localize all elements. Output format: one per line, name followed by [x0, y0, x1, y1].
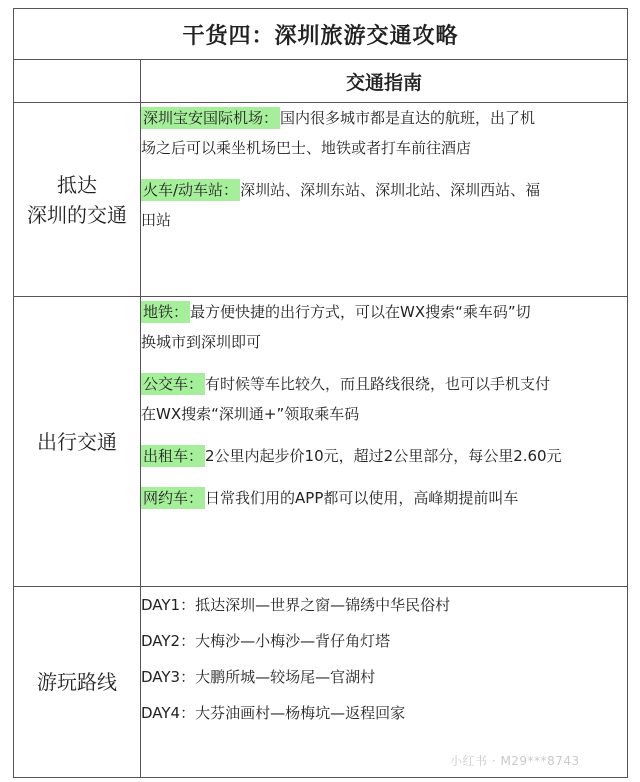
- transport-guide-table: [13, 8, 628, 778]
- column-header: 交通指南: [141, 60, 628, 103]
- info-item: [141, 483, 627, 513]
- section-label-line: 出行交通: [37, 429, 117, 454]
- section-label-line: 抵达: [57, 172, 97, 197]
- info-item: [141, 369, 627, 429]
- info-text: 在WX搜索“深圳通+”领取乘车码: [141, 405, 360, 423]
- info-item: [141, 103, 627, 163]
- info-item: [141, 175, 627, 235]
- info-text: 换城市到深圳即可: [141, 333, 262, 351]
- highlight-tag: 公交车：: [143, 375, 204, 393]
- info-item: [141, 441, 627, 471]
- highlight-tag: 深圳宝安国际机场：: [143, 109, 279, 127]
- info-text: 场之后可以乘坐机场巴士、地铁或者打车前往酒店: [141, 139, 472, 157]
- info-text: 有时候等车比较久，而且路线很绕，也可以手机支付: [205, 375, 551, 393]
- info-text: 国内很多城市都是直达的航班，出了机: [280, 109, 536, 127]
- highlight-tag: 网约车：: [143, 489, 204, 507]
- page-title: 干货四：深圳旅游交通攻略: [14, 9, 628, 60]
- section-label-itinerary: [14, 587, 141, 778]
- info-item: [141, 297, 627, 357]
- info-text: 2公里内起步价10元，超过2公里部分，每公里2.60元: [205, 447, 562, 465]
- info-text: 深圳站、深圳东站、深圳北站、深圳西站、福: [240, 181, 541, 199]
- info-text: 田站: [141, 211, 172, 229]
- itinerary-day: DAY1：抵达深圳—世界之窗—锦绣中华民俗村: [141, 596, 451, 614]
- section-label-local-transport: [14, 297, 141, 587]
- itinerary-day: DAY3：大鹏所城—较场尾—官湖村: [141, 668, 376, 686]
- info-text: 最方便快捷的出行方式，可以在WX搜索“乘车码”切: [190, 303, 531, 321]
- section-label-arrival: [14, 103, 141, 297]
- section-content-itinerary: [141, 587, 628, 778]
- blank-header-cell: [14, 60, 141, 103]
- section-label-line: 游玩路线: [37, 670, 117, 694]
- highlight-tag: 火车/动车站：: [143, 181, 239, 199]
- section-content-local-transport: [141, 297, 628, 587]
- highlight-tag: 地铁：: [143, 303, 189, 321]
- watermark: 小红书 · M29***8743: [450, 754, 580, 768]
- highlight-tag: 出租车：: [143, 447, 204, 465]
- itinerary-day: DAY2：大梅沙—小梅沙—背仔角灯塔: [141, 632, 391, 650]
- info-text: 日常我们用的APP都可以使用，高峰期提前叫车: [205, 489, 519, 507]
- section-label-line: 深圳的交通: [27, 202, 127, 227]
- section-content-arrival: [141, 103, 628, 297]
- itinerary-day: DAY4：大芬油画村—杨梅坑—返程回家: [141, 704, 406, 722]
